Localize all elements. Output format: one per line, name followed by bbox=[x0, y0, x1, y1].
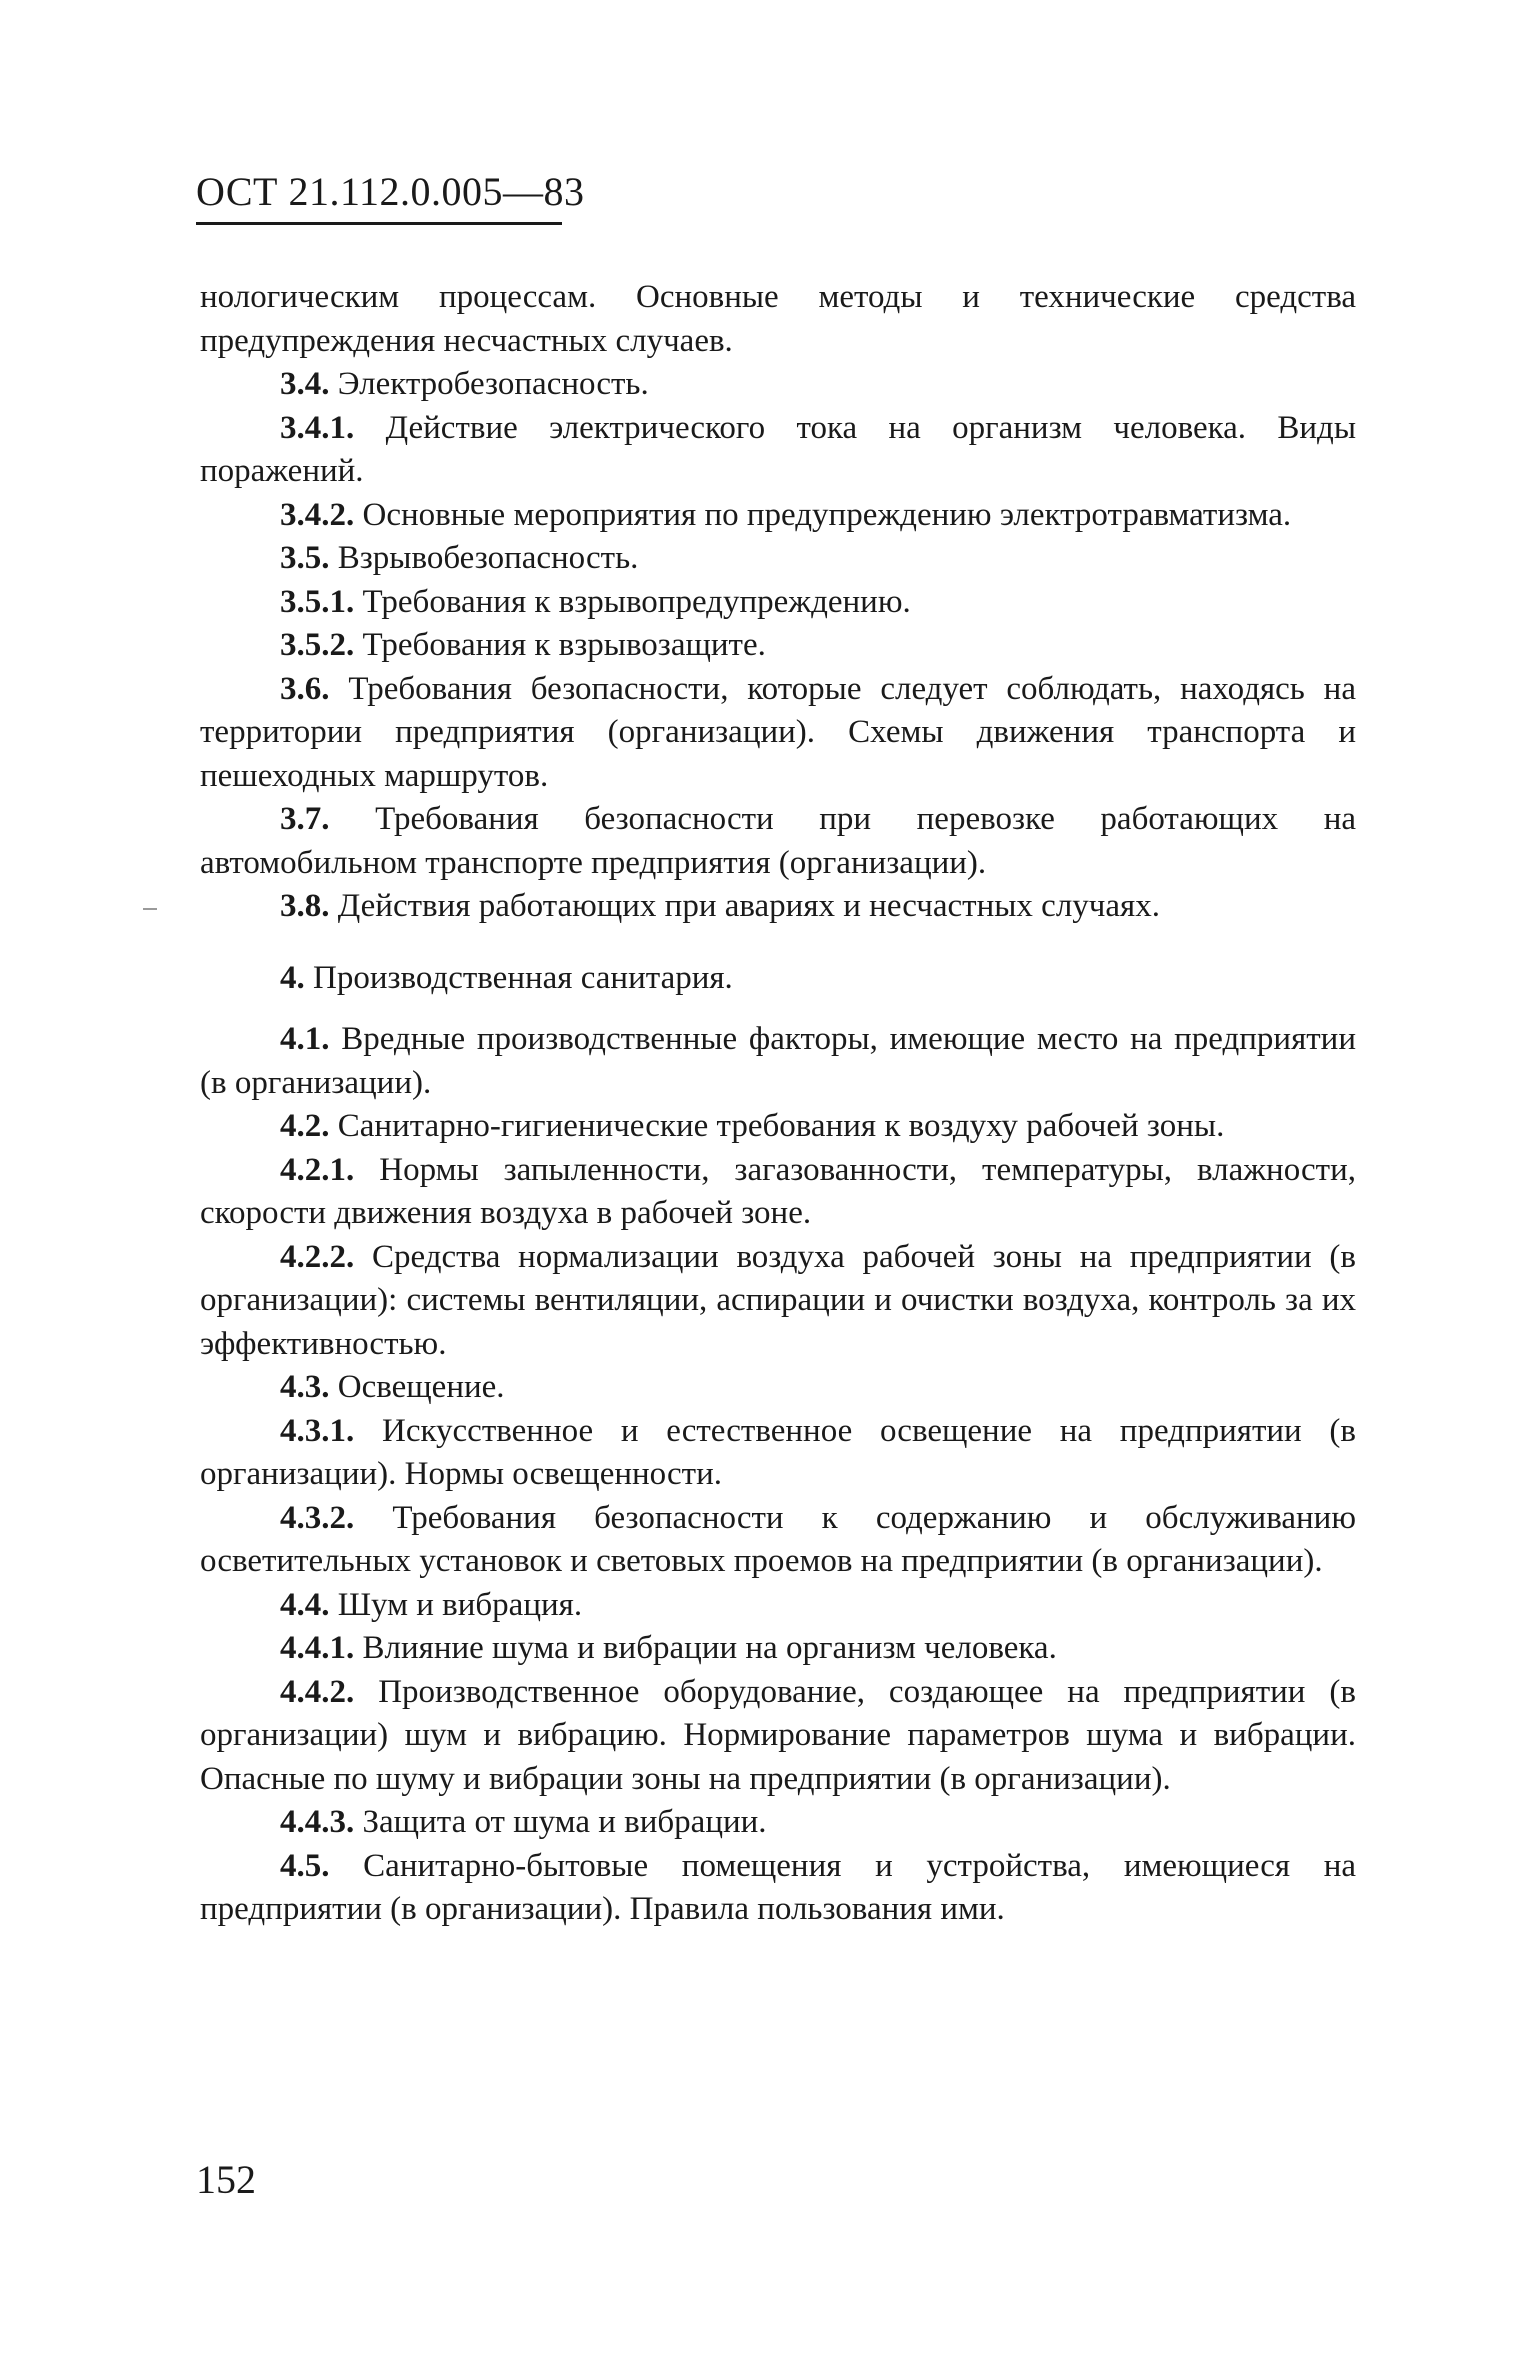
margin-mark bbox=[143, 908, 157, 910]
paragraph-text: Электробезопасность. bbox=[337, 366, 649, 402]
paragraph-text: Санитарно-гигиенические требования к воздуху рабочей зоны. bbox=[337, 1108, 1225, 1144]
paragraph-continuation bbox=[200, 276, 1356, 363]
document-header: ОСТ 21.112.0.005—83 bbox=[196, 169, 585, 214]
paragraph-text: Действия работающих при авариях и несчастных случаях. bbox=[337, 888, 1160, 924]
paragraph-4-4-1 bbox=[200, 1627, 1356, 1671]
paragraph-3-7 bbox=[200, 798, 1356, 885]
page-number: 152 bbox=[196, 2157, 256, 2202]
paragraph-number: 3.6. bbox=[280, 670, 330, 707]
paragraph-number: 4.2.1. bbox=[280, 1151, 355, 1188]
paragraph-text: Производственное оборудование, создающее на предприятии (в организации) шум и вибрацию. Нормирование параметров шума и вибрации. Опасные по шуму и вибрации зоны на предприятии (в организации). bbox=[200, 1673, 1356, 1797]
paragraph-text: Освещение. bbox=[337, 1369, 505, 1405]
paragraph-number: 3.4. bbox=[280, 366, 330, 402]
paragraph-number: 3.4.1. bbox=[280, 409, 355, 446]
paragraph-3-4-1 bbox=[200, 407, 1356, 494]
paragraph-4-2 bbox=[200, 1105, 1356, 1149]
paragraph-4-4 bbox=[200, 1584, 1356, 1628]
paragraph-3-8 bbox=[200, 885, 1356, 929]
paragraph-4-5 bbox=[200, 1845, 1356, 1932]
paragraph-4-3-2 bbox=[200, 1497, 1356, 1584]
paragraph-3-5-2 bbox=[200, 624, 1356, 668]
paragraph-text: Требования к взрывозащите. bbox=[362, 627, 766, 663]
paragraph-number: 4.3.2. bbox=[280, 1499, 355, 1536]
paragraph-number: 4.3.1. bbox=[280, 1412, 355, 1449]
paragraph-4-2-1 bbox=[200, 1149, 1356, 1236]
paragraph-text: Средства нормализации воздуха рабочей зоны на предприятии (в организации): системы вентиляции, аспирации и очистки воздуха, контроль за их эффективностью. bbox=[200, 1238, 1356, 1362]
paragraph-number: 4.4.2. bbox=[280, 1673, 355, 1710]
paragraph-number: 3.5.1. bbox=[280, 583, 355, 620]
header-underline bbox=[196, 222, 562, 225]
paragraph-text: Защита от шума и вибрации. bbox=[362, 1804, 767, 1840]
paragraph-4-4-2 bbox=[200, 1671, 1356, 1802]
paragraph-number: 4.4.1. bbox=[280, 1630, 355, 1666]
paragraph-3-4 bbox=[200, 363, 1356, 407]
paragraph-text: Требования безопасности к содержанию и обслуживанию осветительных установок и световых проемов на предприятии (в организации). bbox=[200, 1499, 1356, 1579]
paragraph-number: 3.4.2. bbox=[280, 496, 355, 533]
paragraph-4-4-3 bbox=[200, 1801, 1356, 1845]
paragraph-3-5 bbox=[200, 537, 1356, 581]
paragraph-text: Влияние шума и вибрации на организм человека. bbox=[362, 1630, 1057, 1666]
section-heading-4 bbox=[200, 957, 1356, 1001]
paragraph-4-3 bbox=[200, 1366, 1356, 1410]
paragraph-3-4-2 bbox=[200, 494, 1356, 538]
paragraph-3-6 bbox=[200, 668, 1356, 799]
paragraph-text: Требования к взрывопредупреждению. bbox=[362, 583, 911, 620]
paragraph-number: 3.8. bbox=[280, 888, 330, 924]
paragraph-4-1 bbox=[200, 1018, 1356, 1105]
paragraph-number: 4.4.3. bbox=[280, 1804, 355, 1840]
paragraph-text: Требования безопасности, которые следует соблюдать, находясь на территории предприятия (организации). Схемы движения транспорта и пешеходных маршрутов. bbox=[200, 670, 1356, 794]
paragraph-4-3-1 bbox=[200, 1410, 1356, 1497]
paragraph-text: Санитарно-бытовые помещения и устройства, имеющиеся на предприятии (в организации). Правила пользования ими. bbox=[200, 1847, 1357, 1927]
paragraph-number: 4.3. bbox=[280, 1369, 330, 1405]
paragraph-text: Шум и вибрация. bbox=[337, 1586, 583, 1623]
paragraph-number: 3.5. bbox=[280, 540, 330, 576]
paragraph-text: нологическим процессам. Основные методы и технические средства предупреждения несчастных случаев. bbox=[200, 279, 1356, 359]
paragraph-number: 4.2. bbox=[280, 1108, 330, 1144]
paragraph-text: Нормы запыленности, загазованности, температуры, влажности, скорости движения воздуха в рабочей зоне. bbox=[200, 1151, 1357, 1231]
paragraph-4-2-2 bbox=[200, 1236, 1356, 1367]
paragraph-text: Производственная санитария. bbox=[313, 959, 733, 996]
paragraph-number: 4.4. bbox=[280, 1586, 330, 1623]
paragraph-text: Требования безопасности при перевозке работающих на автомобильном транспорте предприятия (организации). bbox=[200, 801, 1356, 881]
body-text bbox=[200, 276, 1356, 1932]
paragraph-number: 4. bbox=[280, 959, 305, 996]
paragraph-text: Вредные производственные факторы, имеющие место на предприятии (в организации). bbox=[200, 1021, 1356, 1101]
paragraph-text: Взрывобезопасность. bbox=[337, 540, 639, 576]
paragraph-text: Основные мероприятия по предупреждению электротравматизма. bbox=[362, 496, 1292, 533]
paragraph-text: Действие электрического тока на организм человека. Виды поражений. bbox=[200, 409, 1356, 489]
paragraph-3-5-1 bbox=[200, 581, 1356, 625]
paragraph-number: 4.2.2. bbox=[280, 1238, 355, 1275]
paragraph-text: Искусственное и естественное освещение на предприятии (в организации). Нормы освещенности. bbox=[200, 1412, 1356, 1492]
paragraph-number: 4.1. bbox=[280, 1021, 330, 1057]
paragraph-number: 4.5. bbox=[280, 1847, 330, 1884]
paragraph-number: 3.5.2. bbox=[280, 627, 355, 663]
paragraph-number: 3.7. bbox=[280, 801, 330, 837]
